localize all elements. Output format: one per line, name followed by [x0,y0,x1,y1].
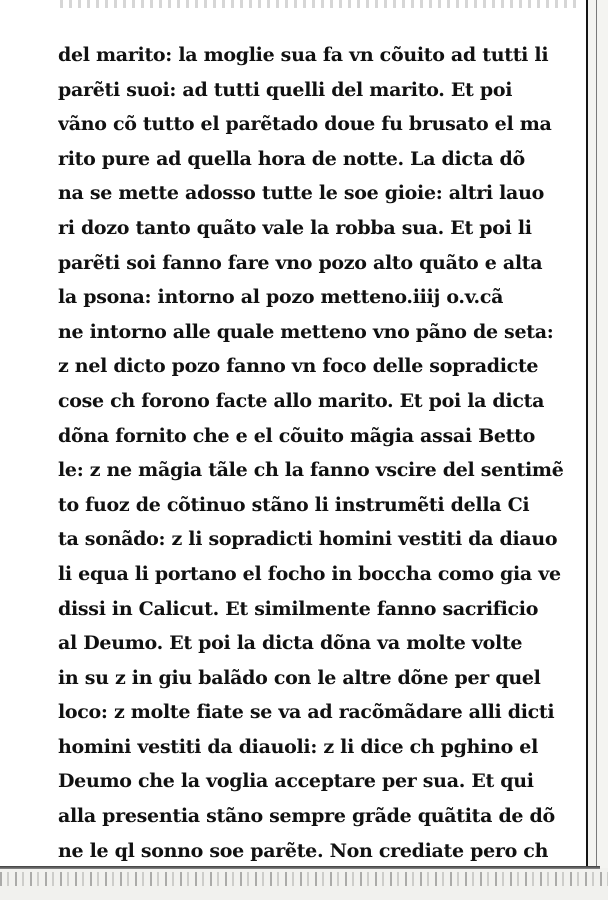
text-line: homini vestiti da diauoli: z li dice ch pghino el [58,735,538,758]
text-line: to fuoz de cõtinuo stãno li instrumẽti della Ci [58,493,530,516]
text-line: dõna fornito che e el cõuito mãgia assai Betto [58,424,535,447]
text-line: vãno cõ tutto el parẽtado doue fu brusato el ma [58,113,552,136]
page-bottom-noise [0,872,608,886]
text-block [58,38,578,868]
text-line: Deumo che la voglia acceptare per sua. Et qui [58,770,534,793]
text-line: le: z ne mãgia tãle ch la fanno vscire del sentimẽ [58,459,564,482]
text-line: li equa li portano el focho in boccha como gia ve [58,562,561,585]
text-line: in su z in giu balãdo con le altre dõne per quel [58,666,541,689]
text-line: loco: z molte fiate se va ad racõmãdare alli dicti [58,701,555,724]
text-line: na se mette adosso tutte le soe gioie: altri lauo [58,182,544,205]
page-right-edge [586,0,608,872]
top-edge-bleed [60,0,580,8]
text-line: dissi in Calicut. Et similmente fanno sacrificio [58,597,539,620]
text-line: alla presentia stãno sempre grãde quãtita de dõ [58,805,555,828]
text-line: cose ch forono facte allo marito. Et poi la dicta [58,389,545,412]
text-line: ne intorno alle quale metteno vno pãno de seta: [58,320,554,343]
text-line: parẽti suoi: ad tutti quelli del marito. Et poi [58,78,513,101]
text-line: ne le ql sonno soe parẽte. Non crediate pero ch [58,839,549,862]
text-line: parẽti soi fanno fare vno pozo alto quãto e alta [58,251,543,274]
text-line: z nel dicto pozo fanno vn foco delle sopradicte [58,355,539,378]
text-line: del marito: la moglie sua fa vn cõuito ad tutti li [58,44,549,66]
text-line: rito pure ad quella hora de notte. La dicta dõ [58,147,525,170]
text-line: la psona: intorno al pozo metteno.iiij o.v.cã [58,286,504,309]
text-line: ta sonãdo: z li sopradicti homini vestiti da diauo [58,528,558,551]
text-line: ri dozo tanto quãto vale la robba sua. Et poi li [58,216,532,239]
text-line: al Deumo. Et poi la dicta dõna va molte volte [58,632,523,655]
page-right-edge-line [596,0,597,868]
